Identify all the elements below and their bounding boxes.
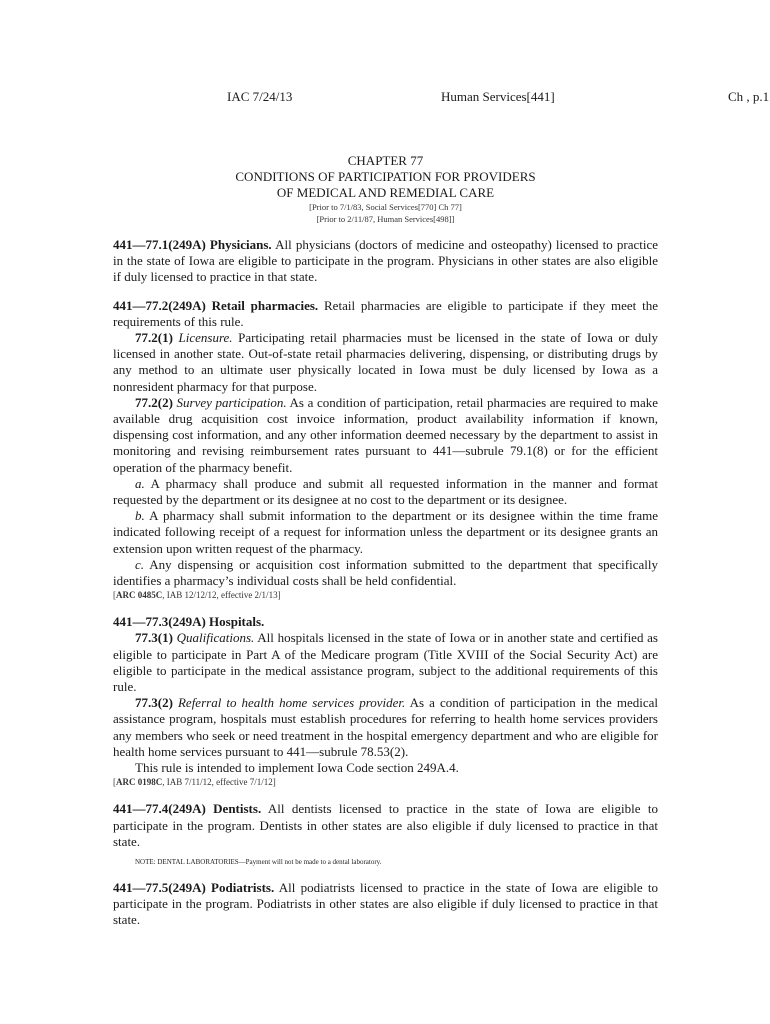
rule-77-4 (113, 801, 658, 850)
subrule-title: Survey participation. (176, 394, 287, 410)
rule-text: Retail pharmacies are eligible to participate if they meet the requirements of this rule. (113, 297, 658, 329)
chapter-title-line-2: OF MEDICAL AND REMEDIAL CARE (276, 185, 495, 200)
paragraph-c (113, 557, 658, 589)
rule-text: All podiatrists licensed to practice in the state of Iowa are eligible to participate in the program. Podiatrists in other states are also eligible if duly licensed to practice in that state. (113, 879, 658, 928)
implementation-sentence: This rule is intended to implement Iowa Code section 249A.4. (135, 760, 459, 776)
subrule-title: Referral to health home services provider. (177, 695, 406, 711)
subrule-title: Licensure. (178, 330, 233, 346)
history-note-1: [Prior to 7/1/83, Social Services[770] Ch 77] (309, 202, 462, 212)
subrule-number: 77.3(2) (135, 695, 173, 711)
subrule-77-3-2 (113, 695, 658, 760)
rule-77-5 (113, 880, 658, 929)
rule-heading: 441—77.3(249A) Hospitals. (113, 614, 265, 630)
arc-number: ARC 0198C (116, 777, 163, 788)
dental-lab-note: NOTE: DENTAL LABORATORIES—Payment will not be made to a dental laboratory. (135, 857, 382, 866)
subrule-title: Qualifications. (176, 630, 255, 646)
paragraph-label: a. (135, 475, 145, 491)
subrule-number: 77.3(1) (135, 630, 173, 646)
source-reference: [ARC 0198C, IAB 7/11/12, effective 7/1/12] (113, 777, 276, 788)
rule-text: All physicians (doctors of medicine and osteopathy) licensed to practice in the state of Iowa are eligible to participate in the program. Physicians in other states are also eligible if duly licensed to practice in that state. (113, 237, 659, 285)
rule-77-2 (113, 298, 658, 330)
paragraph-label: b. (135, 508, 145, 524)
paragraph-a (113, 476, 658, 508)
subrule-77-2-2 (113, 395, 658, 476)
subrule-text: All hospitals licensed in the state of Iowa or in another state and certified as eligible to participate in Part A of the Medicare program (Title XVIII of the Social Security Act) are eligible to participate in the medical assistance program, subject to the additional requirements of this rule. (113, 630, 658, 695)
document-body (113, 237, 658, 929)
rule-heading: 441—77.4(249A) Dentists. (113, 801, 262, 817)
subrule-number: 77.2(2) (135, 394, 173, 410)
subrule-text: Participating retail pharmacies must be licensed in the state of Iowa or duly licensed in another state. Out-of-state retail pharmacies delivering, dispensing, or distributing drugs by any method to an ultimate user physically located in Iowa must be duly licensed by Iowa as a nonresident pharmacy for that purpose. (113, 330, 659, 394)
subrule-77-2-1 (113, 330, 658, 395)
running-header (0, 89, 770, 107)
header-agency: Human Services[441] (441, 89, 555, 104)
source-reference: [ARC 0485C, IAB 12/12/12, effective 2/1/13] (113, 590, 281, 601)
paragraph-label: c. (135, 556, 145, 572)
header-date: IAC 7/24/13 (227, 89, 293, 104)
chapter-title-line-1: CONDITIONS OF PARTICIPATION FOR PROVIDERS (235, 169, 536, 184)
header-page: Ch , p.1 (728, 89, 770, 104)
rule-heading: 441—77.1(249A) Physicians. (113, 237, 272, 252)
chapter-number: CHAPTER 77 (347, 153, 424, 168)
paragraph-text: A pharmacy shall produce and submit all requested information in the manner and format requested by the department or its designee at no cost to the department or its designee. (113, 475, 658, 508)
arc-number: ARC 0485C (116, 590, 163, 601)
subrule-number: 77.2(1) (135, 330, 173, 346)
rule-heading: 441—77.2(249A) Retail pharmacies. (113, 297, 319, 313)
history-note-2: [Prior to 2/11/87, Human Services[498]] (316, 214, 455, 224)
subrule-text: As a condition of participation in the medical assistance program, hospitals must establish procedures for referring to health home services providers any members who seek or need treatment in the hospital emergency department and who are eligible for health home services pursuant to 441—subrule 78.53(2). (113, 695, 659, 759)
rule-heading: 441—77.5(249A) Podiatrists. (113, 879, 275, 895)
paragraph-text: Any dispensing or acquisition cost information submitted to the department that specifically identifies a pharmacy’s individual costs shall be held confidential. (113, 556, 658, 589)
chapter-title-block (113, 153, 658, 225)
rule-77-1 (113, 237, 658, 286)
paragraph-b (113, 508, 658, 557)
subrule-77-3-1 (113, 630, 658, 695)
subrule-text: As a condition of participation, retail pharmacies are required to make available drug acquisition cost invoice information, product availability information if known, dispensing cost information, and any other information deemed necessary by the department to assist in monitoring and revising reimbursement rates pursuant to 441—subrule 79.1(8) or for the efficient operation of the pharmacy benefit. (113, 394, 659, 475)
rule-77-3 (113, 614, 658, 630)
paragraph-text: A pharmacy shall submit information to the department or its designee within the time frame indicated following receipt of a request for information unless the department or its designee grants an extension upon written request of the pharmacy. (113, 508, 658, 556)
rule-text: All dentists licensed to practice in the state of Iowa are eligible to participate in the program. Dentists in other states are also eligible if duly licensed to practice in that state. (113, 801, 659, 849)
